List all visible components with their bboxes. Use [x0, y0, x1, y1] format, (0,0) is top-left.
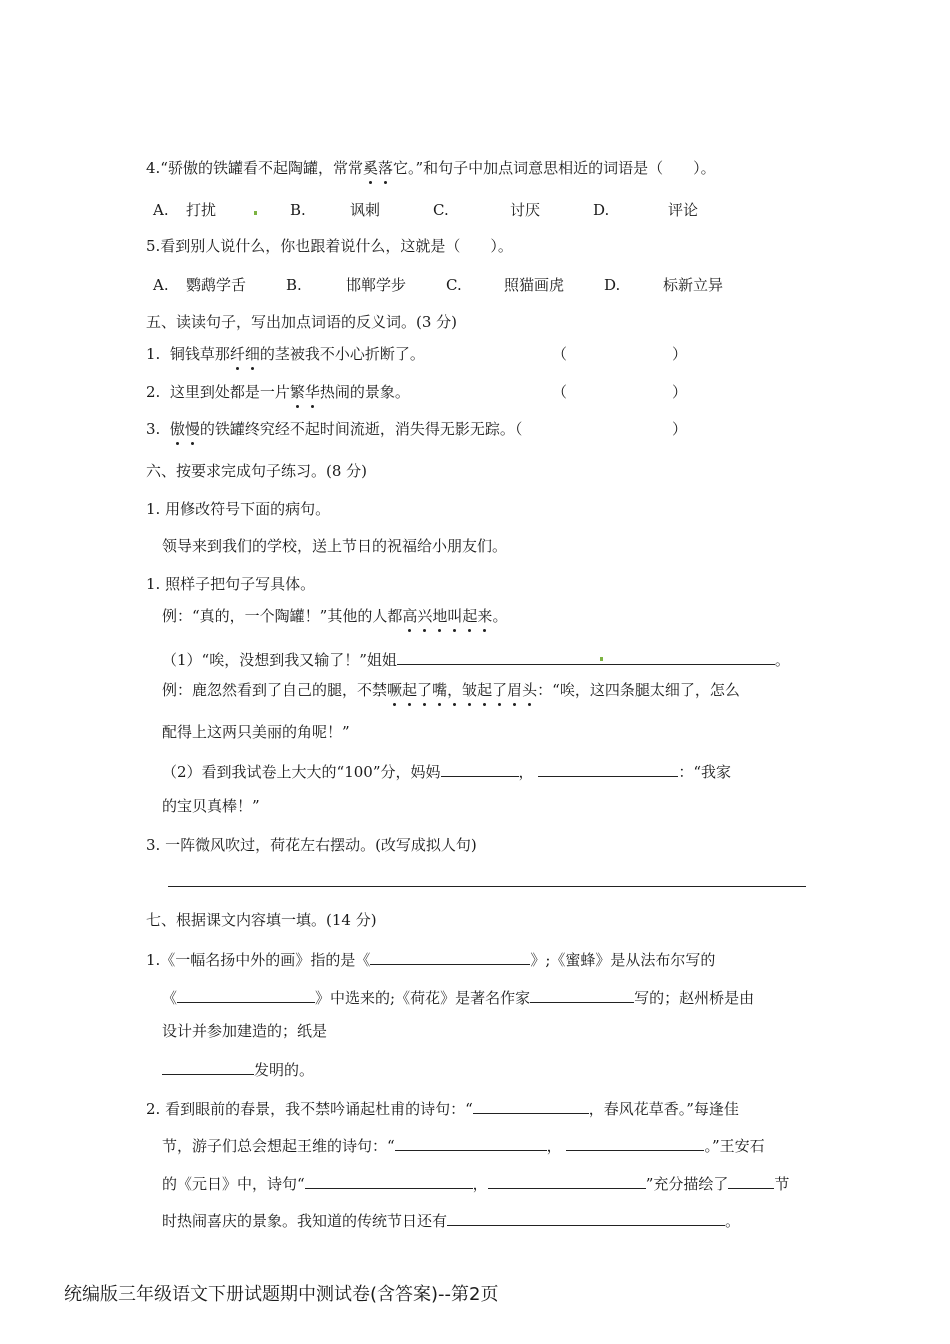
- q5-option-c-letter: C.: [446, 276, 462, 294]
- sec7-q2-line2: [162, 1134, 765, 1156]
- q2-line3-b: ，: [472, 1175, 488, 1193]
- q2-line3-c: ”充分描绘了: [645, 1175, 729, 1193]
- answer-paren-open: （: [514, 420, 523, 438]
- dotted-char: 落: [378, 159, 394, 177]
- item-text-pre: 这里到处都是一片: [169, 383, 290, 401]
- fill-1-pre: （1）“唉，没想到我又输了！”姐姐: [162, 651, 397, 669]
- dotted-char: 华: [304, 383, 320, 401]
- q5-option-a-text: 鹦鹉学舌: [186, 276, 247, 294]
- page-footer: 统编版三年级语文下册试题期中测试卷(含答案)--第2页: [64, 1284, 499, 1305]
- example-2-pre: 例：鹿忽然看到了自己的腿，不禁: [162, 681, 388, 699]
- answer-blank[interactable]: [441, 760, 519, 777]
- sec6-q1-title: 1. 用修改符号下面的病句。: [146, 500, 331, 518]
- dotted-char: 起: [402, 681, 418, 699]
- q1-line1-a: 1.《一幅名扬中外的画》指的是《: [146, 951, 371, 969]
- answer-blank[interactable]: [728, 1172, 774, 1189]
- dotted-char: 叫: [447, 607, 463, 625]
- q1-line1-b: 》;《蜜蜂》是从法布尔写的: [530, 951, 716, 969]
- fill-2-post: ：“我家: [678, 763, 731, 781]
- sec7-q1-line3: 设计并参加建造的；纸是: [162, 1022, 328, 1040]
- sec6-q3: 3. 一阵微风吹过，荷花左右摆动。(改写成拟人句): [146, 836, 477, 854]
- q1-line2-a: 《: [162, 989, 178, 1007]
- q4-option-b-letter: B.: [290, 201, 306, 219]
- fill-line-1: [162, 648, 790, 670]
- dotted-char: 奚: [362, 159, 378, 177]
- q2-line2-c: 。”王安石: [704, 1137, 765, 1155]
- q4-option-c-text: 讨厌: [510, 201, 541, 219]
- q2-line1-b: ，春风花草香。”每逢佳: [588, 1100, 739, 1118]
- answer-blank[interactable]: [162, 1058, 254, 1075]
- dotted-char: 慢: [184, 420, 200, 438]
- dotted-char: 了: [417, 681, 433, 699]
- q4-option-a-text: 打扰: [186, 201, 217, 219]
- sec6-q1-sentence: 领导来到我们的学校，送上节日的祝福给小朋友们。: [162, 537, 508, 555]
- item-number: 1.: [146, 345, 161, 363]
- q4-stem-pre: 4.“骄傲的铁罐看不起陶罐，常常: [146, 159, 363, 177]
- answer-blank[interactable]: [370, 948, 530, 965]
- answer-blank[interactable]: [305, 1172, 473, 1189]
- fill-2-mid: ，: [518, 763, 534, 781]
- dotted-char: 头: [522, 681, 538, 699]
- fill-line-2: [162, 760, 731, 782]
- answer-blank[interactable]: [473, 1097, 589, 1114]
- dotted-char: 傲: [169, 420, 185, 438]
- q5-option-d-text: 标新立异: [663, 276, 724, 294]
- fill-1-post: 。: [774, 651, 790, 669]
- example-1-post: 。: [492, 607, 508, 625]
- q4-option-b-text: 讽刺: [350, 201, 381, 219]
- q2-line2-a: 节，游子们总会想起王维的诗句：“: [162, 1137, 395, 1155]
- dotted-char: 来: [477, 607, 493, 625]
- section-6-heading: 六、按要求完成句子练习。(8 分): [146, 462, 368, 480]
- dotted-char: 噘: [387, 681, 403, 699]
- q5-stem: 5.看到别人说什么，你也跟着说什么，这就是（ ）。: [146, 237, 513, 255]
- dotted-char: 了: [492, 681, 508, 699]
- sec5-item-2: [146, 382, 410, 402]
- dotted-char: 眉: [507, 681, 523, 699]
- q5-option-c-text: 照猫画虎: [504, 276, 565, 294]
- example-2: [162, 680, 740, 700]
- example-1-pre: 例：“真的，一个陶罐！”其他的人都: [162, 607, 403, 625]
- green-speck: [600, 657, 603, 661]
- q5-option-b-letter: B.: [286, 276, 302, 294]
- answer-line[interactable]: [168, 886, 806, 887]
- q4-stem-post: 它。”和句子中加点词意思相近的词语是（ ）。: [393, 159, 716, 177]
- dotted-char: 皱: [462, 681, 478, 699]
- dotted-char: 高: [402, 607, 418, 625]
- answer-blank[interactable]: [177, 986, 315, 1003]
- sec7-q2-line1: [146, 1097, 739, 1119]
- sec5-item-1: [146, 344, 425, 364]
- q4-option-d-text: 评论: [668, 201, 699, 219]
- q4-option-c-letter: C.: [433, 201, 449, 219]
- dotted-char: 细: [244, 345, 260, 363]
- dotted-char: 嘴: [432, 681, 448, 699]
- green-speck: [254, 211, 257, 215]
- sec7-q2-line3: [162, 1172, 789, 1194]
- sec7-q2-line4: [162, 1209, 740, 1231]
- q4-option-d-letter: D.: [593, 201, 610, 219]
- dotted-char: 起: [462, 607, 478, 625]
- item-text-post: 的茎被我不小心折断了。: [259, 345, 425, 363]
- dotted-char: 纤: [229, 345, 245, 363]
- q2-line3-a: 的《元日》中，诗句“: [162, 1175, 305, 1193]
- sec5-item-3: [146, 419, 522, 439]
- dotted-char: ，: [447, 681, 463, 699]
- sec7-q1-line4: [162, 1058, 314, 1080]
- item-text-post: 的铁罐终究经不起时间流逝，消失得无影无踪。: [199, 420, 515, 438]
- q2-line1-a: 2. 看到眼前的春景，我不禁吟诵起杜甫的诗句：“: [146, 1100, 473, 1118]
- fill-2-pre: （2）看到我试卷上大大的“100”分，妈妈: [162, 763, 441, 781]
- sec7-q1-line2: [162, 986, 754, 1008]
- section-7-heading: 七、根据课文内容填一填。(14 分): [146, 911, 377, 929]
- example-1: [162, 606, 507, 626]
- q1-line4-text: 发明的。: [254, 1061, 315, 1079]
- example-2-post: ：“唉，这四条腿太细了，怎么: [537, 681, 740, 699]
- answer-blank[interactable]: [395, 1134, 547, 1151]
- q2-line2-b: ，: [546, 1137, 562, 1155]
- answer-paren-open: （: [552, 383, 568, 401]
- item-text-pre: 铜钱草那: [169, 345, 230, 363]
- section-5-heading: 五、读读句子，写出加点词语的反义词。(3 分): [146, 313, 458, 331]
- answer-blank[interactable]: [397, 648, 775, 665]
- example-2-continued: 配得上这两只美丽的角呢！”: [162, 723, 350, 741]
- q4-stem: [146, 158, 716, 178]
- answer-paren-close: ）: [672, 420, 688, 438]
- q5-option-a-letter: A.: [153, 276, 169, 294]
- q1-line2-c: 写的；赵州桥是由: [634, 989, 755, 1007]
- q2-line3-d: 节: [774, 1175, 790, 1193]
- dotted-char: 繁: [289, 383, 305, 401]
- q5-option-d-letter: D.: [604, 276, 621, 294]
- answer-paren-open: （: [552, 345, 568, 363]
- q5-option-b-text: 邯郸学步: [346, 276, 407, 294]
- item-number: 3.: [146, 420, 161, 438]
- answer-blank[interactable]: [488, 1172, 646, 1189]
- item-number: 2.: [146, 383, 161, 401]
- dotted-char: 起: [477, 681, 493, 699]
- answer-paren-close: ）: [672, 383, 688, 401]
- sec7-q1-line1: [146, 948, 715, 970]
- answer-blank[interactable]: [566, 1134, 704, 1151]
- answer-paren-close: ）: [672, 345, 688, 363]
- fill-line-2-continued: 的宝贝真棒！”: [162, 797, 260, 815]
- answer-blank[interactable]: [538, 760, 678, 777]
- q2-line4-b: 。: [725, 1212, 741, 1230]
- dotted-char: 地: [432, 607, 448, 625]
- q4-option-a-letter: A.: [153, 201, 169, 219]
- answer-blank[interactable]: [447, 1209, 725, 1226]
- q1-line2-b: 》中选来的;《荷花》是著名作家: [315, 989, 531, 1007]
- q2-line4-a: 时热闹喜庆的景象。我知道的传统节日还有: [162, 1212, 448, 1230]
- answer-blank[interactable]: [530, 986, 634, 1003]
- item-text-post: 热闹的景象。: [319, 383, 410, 401]
- dotted-char: 兴: [417, 607, 433, 625]
- sec6-q2-title: 1. 照样子把句子写具体。: [146, 575, 316, 593]
